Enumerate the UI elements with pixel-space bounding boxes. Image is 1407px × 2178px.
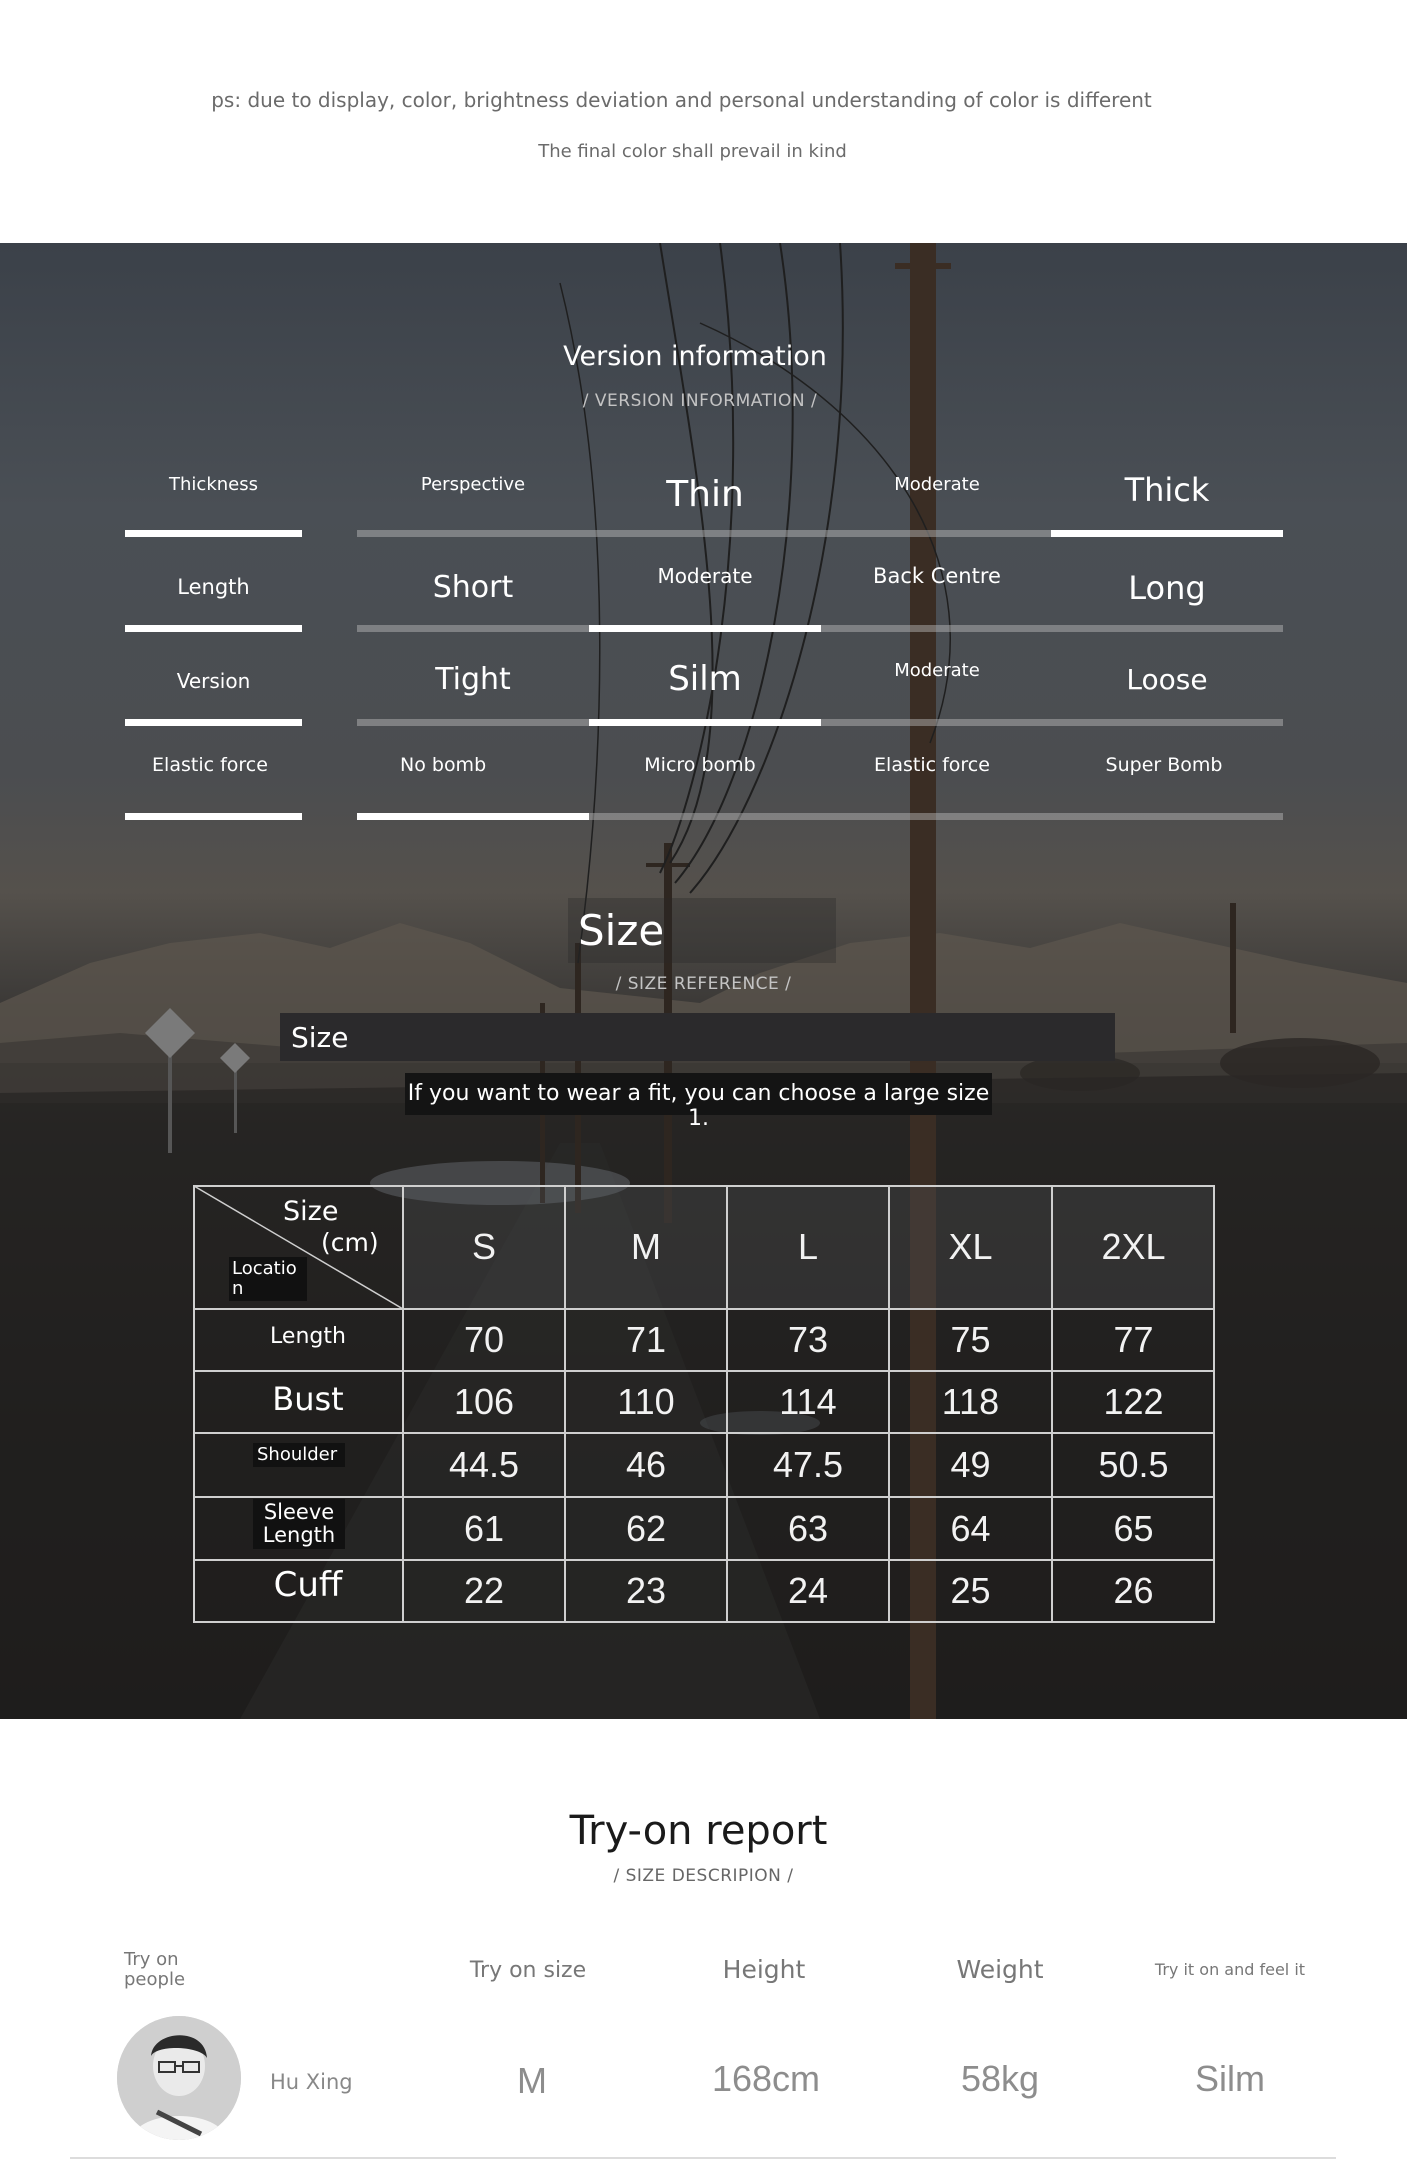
size-cell: 118 <box>941 1381 1000 1422</box>
thickness-option-moderate: Moderate <box>894 474 980 495</box>
size-banner <box>0 243 1407 1719</box>
version-option-silm: Silm <box>668 659 742 699</box>
version-option-tight: Tight <box>435 662 511 697</box>
size-subtitle: / SIZE REFERENCE / <box>615 974 792 994</box>
size-cell: 110 <box>617 1381 675 1422</box>
elastic-label-bar <box>125 813 302 820</box>
version-row-label-length: Length <box>177 575 250 599</box>
version-row-label-thickness: Thickness <box>169 474 258 495</box>
size-cell: 49 <box>950 1444 991 1485</box>
length-option-long: Long <box>1128 569 1206 607</box>
version-row-label-elastic: Elastic force <box>152 754 268 776</box>
tryon-header-weight: Weight <box>956 1955 1044 1984</box>
elastic-option-super-bomb: Super Bomb <box>1105 754 1223 776</box>
size-cell: 50.5 <box>1098 1444 1169 1485</box>
size-cell: 26 <box>1113 1570 1154 1611</box>
size-cell: 63 <box>787 1507 829 1549</box>
thickness-option-perspective: Perspective <box>420 474 526 495</box>
size-col-header-m: M <box>631 1226 661 1267</box>
size-cell: 24 <box>787 1570 829 1611</box>
size-cell: 62 <box>625 1507 667 1549</box>
tryon-header-people: Try on people <box>124 1949 186 1990</box>
tryon-size-value: M <box>517 2060 547 2101</box>
size-row-label-length: Length <box>270 1324 346 1349</box>
tryon-height-value: 168cm <box>711 2058 821 2099</box>
length-label-bar <box>125 625 302 632</box>
size-col-header-s: S <box>471 1226 496 1267</box>
size-band-label: Size <box>291 1021 349 1054</box>
thickness-option-thin: Thin <box>666 474 744 515</box>
size-row-label-cuff: Cuff <box>273 1565 343 1605</box>
elastic-selected-bar <box>357 813 589 820</box>
size-table-corner-location: Location <box>229 1257 307 1301</box>
tryon-header-height: Height <box>722 1955 806 1984</box>
tryon-row-divider <box>70 2157 1336 2159</box>
size-col-header-2xl: 2XL <box>1101 1226 1166 1267</box>
thickness-label-bar <box>125 530 302 537</box>
length-option-moderate: Moderate <box>657 564 753 588</box>
size-cell: 22 <box>463 1570 505 1611</box>
size-col-header-l: L <box>797 1226 819 1267</box>
size-table <box>193 1185 1215 1623</box>
size-cell: 77 <box>1113 1319 1154 1360</box>
avatar <box>117 2016 241 2140</box>
version-subtitle: / VERSION INFORMATION / <box>582 391 818 411</box>
version-title: Version information <box>563 341 827 372</box>
size-row-label-sleeve: Sleeve Length <box>253 1499 345 1549</box>
tryon-person-name: Hu Xing <box>270 2070 353 2094</box>
size-band <box>280 1013 1115 1061</box>
tryon-title: Try-on report <box>569 1808 828 1854</box>
tryon-weight-value: 58kg <box>960 2058 1040 2099</box>
size-row-label-bust: Bust <box>272 1380 344 1418</box>
size-cell: 71 <box>625 1319 667 1360</box>
size-cell: 75 <box>950 1319 991 1360</box>
elastic-option-elastic-force: Elastic force <box>874 754 990 776</box>
size-cell: 65 <box>1113 1507 1154 1549</box>
size-cell: 61 <box>463 1507 505 1549</box>
size-cell: 64 <box>950 1507 991 1549</box>
tryon-row <box>0 2010 1407 2160</box>
size-cell: 106 <box>453 1381 515 1422</box>
tryon-subtitle: / SIZE DESCRIPION / <box>613 1866 794 1886</box>
elastic-option-no-bomb: No bomb <box>400 754 487 776</box>
tryon-header-feel: Try it on and feel it <box>1154 1960 1306 1979</box>
size-tip: If you want to wear a fit, you can choose a large size 1. <box>407 1081 990 1131</box>
version-label-bar <box>125 719 302 726</box>
thickness-scale-track <box>357 530 1051 537</box>
size-cell: 23 <box>625 1570 667 1611</box>
size-table-corner-size: Size <box>283 1196 339 1227</box>
size-title: Size <box>578 906 665 955</box>
version-row-label-version: Version <box>176 669 251 693</box>
version-selected-bar <box>589 719 821 726</box>
thickness-selected-bar <box>1051 530 1283 537</box>
tryon-feel-value: Silm <box>1195 2058 1265 2099</box>
tryon-header-size: Try on size <box>469 1958 587 1983</box>
size-col-header-xl: XL <box>948 1226 993 1267</box>
thickness-option-thick: Thick <box>1124 471 1210 509</box>
size-row-label-shoulder: Shoulder <box>253 1443 345 1467</box>
person-avatar-icon <box>117 2016 241 2140</box>
size-cell: 73 <box>787 1319 829 1360</box>
version-option-moderate: Moderate <box>894 660 980 681</box>
size-cell: 114 <box>779 1381 837 1422</box>
color-disclaimer-sub: The final color shall prevail in kind <box>538 141 847 162</box>
version-option-loose: Loose <box>1126 663 1208 696</box>
length-option-short: Short <box>432 570 514 605</box>
elastic-option-micro-bomb: Micro bomb <box>644 754 756 776</box>
size-table-corner-unit: (cm) <box>321 1228 379 1257</box>
size-cell: 47.5 <box>772 1444 844 1485</box>
size-cell: 122 <box>1103 1381 1164 1422</box>
size-cell: 25 <box>950 1570 991 1611</box>
size-cell: 46 <box>625 1444 667 1485</box>
length-selected-bar <box>589 625 821 632</box>
length-option-back-centre: Back Centre <box>873 564 1001 588</box>
size-cell: 70 <box>463 1319 505 1360</box>
size-cell: 44.5 <box>448 1444 520 1485</box>
color-disclaimer: ps: due to display, color, brightness deviation and personal understanding of color is different <box>211 88 1152 112</box>
